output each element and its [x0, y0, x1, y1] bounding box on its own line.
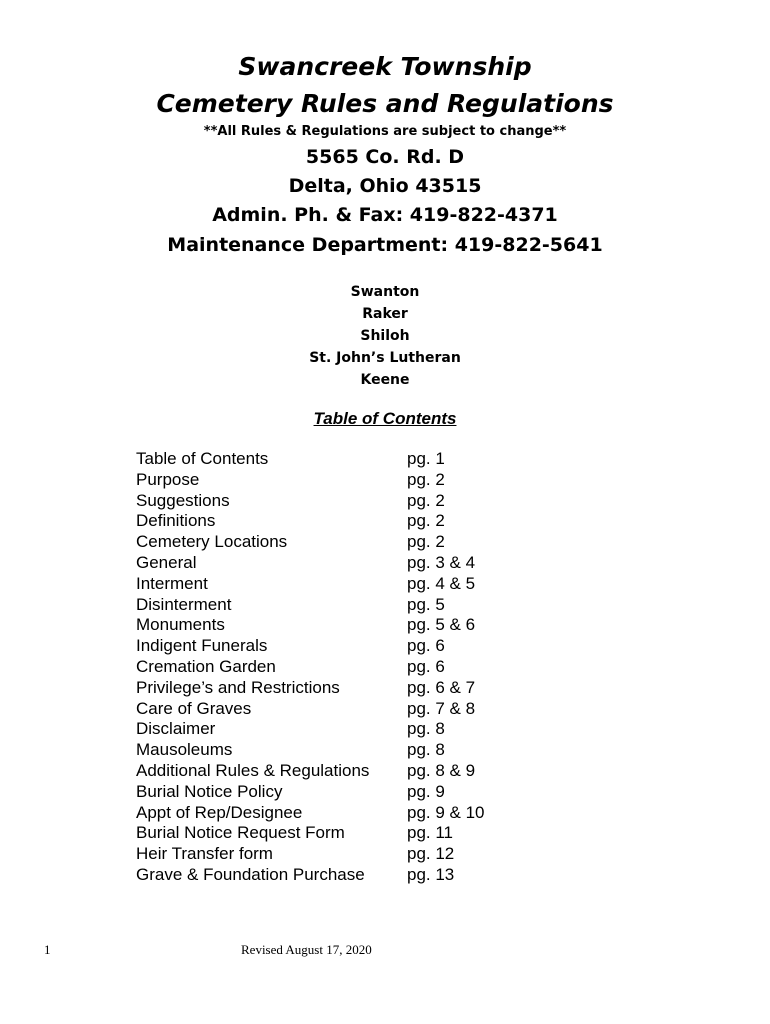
toc-entry [136, 823, 536, 844]
toc-entry [136, 491, 536, 512]
toc-entry [136, 511, 536, 532]
toc-entry-page: pg. 5 & 6 [407, 615, 476, 635]
toc-entry-label: Definitions [136, 511, 216, 531]
toc-entry-page: pg. 3 & 4 [407, 552, 476, 572]
cemetery-name: St. John’s Lutheran [309, 350, 461, 366]
toc-entry [136, 844, 536, 865]
cemetery-name: Shiloh [360, 328, 410, 344]
toc-entry-label: Indigent Funerals [136, 636, 268, 656]
toc-entry-label: Heir Transfer form [136, 844, 273, 864]
toc-entry-page: pg. 6 [407, 656, 445, 676]
street-address: 5565 Co. Rd. D [305, 146, 465, 168]
toc-entry [136, 761, 536, 782]
toc-entry-label: Privilege’s and Restrictions [136, 677, 340, 697]
cemetery-name: Keene [360, 372, 410, 388]
toc-entry-page: pg. 12 [407, 844, 455, 864]
toc-entry-page: pg. 8 & 9 [407, 760, 476, 780]
toc-entry-page: pg. 6 & 7 [407, 677, 476, 697]
toc-entry-label: Disinterment [136, 594, 232, 614]
toc-entry-label: Additional Rules & Regulations [136, 760, 370, 780]
toc-entry-label: Care of Graves [136, 698, 252, 718]
toc-entry [136, 719, 536, 740]
toc-entry-page: pg. 1 [407, 449, 445, 468]
toc-entry-label: Disclaimer [136, 719, 216, 739]
toc-entry-page: pg. 2 [407, 511, 445, 531]
toc-entry-label: Cremation Garden [136, 656, 276, 676]
toc-entry-label: Mausoleums [136, 740, 233, 760]
toc-entry-page: pg. 2 [407, 532, 445, 552]
toc-entry-page: pg. 9 [407, 781, 445, 801]
toc-entry-label: Cemetery Locations [136, 532, 288, 552]
admin-phone-fax: Admin. Ph. & Fax: 419-822-4371 [212, 204, 558, 226]
toc-entry-page: pg. 9 & 10 [407, 802, 485, 822]
document-title: Swancreek Township [238, 52, 532, 81]
toc-entry [136, 657, 536, 678]
toc-entry-page: pg. 5 [407, 594, 445, 614]
toc-entry [136, 865, 536, 886]
toc-entry [136, 532, 536, 553]
cemetery-name: Swanton [350, 284, 420, 300]
toc-entry-page: pg. 8 [407, 740, 445, 760]
toc-entry-page: pg. 6 [407, 636, 445, 656]
toc-entry [136, 803, 536, 824]
toc-entry [136, 678, 536, 699]
page-number: 1 [44, 942, 51, 957]
toc-entry [136, 449, 536, 470]
toc-entry-page: pg. 11 [407, 823, 454, 843]
cemetery-list [0, 281, 770, 391]
revision-date: Revised August 17, 2020 [241, 942, 372, 957]
toc-entry-label: Grave & Foundation Purchase [136, 864, 365, 884]
toc-entry-label: Purpose [136, 469, 200, 489]
document-subtitle: Cemetery Rules and Regulations [156, 89, 614, 118]
toc-entry [136, 636, 536, 657]
toc-entry-page: pg. 8 [407, 719, 445, 739]
toc-entry [136, 470, 536, 491]
toc-entry-label: Suggestions [136, 490, 230, 510]
maintenance-phone: Maintenance Department: 419-822-5641 [167, 234, 603, 256]
toc-entry-label: Table of Contents [136, 449, 269, 468]
toc-entry [136, 595, 536, 616]
toc-entry [136, 615, 536, 636]
toc-entry [136, 553, 536, 574]
toc-entry-label: Interment [136, 573, 208, 593]
cemetery-name: Raker [362, 306, 408, 322]
toc-heading: Table of Contents [313, 409, 457, 428]
toc-entry-page: pg. 2 [407, 469, 445, 489]
toc-entry-page: pg. 13 [407, 864, 455, 884]
toc-entry-page: pg. 7 & 8 [407, 698, 476, 718]
toc-entry-label: Burial Notice Policy [136, 781, 283, 801]
toc-entry [136, 740, 536, 761]
toc-entry-label: Monuments [136, 615, 225, 635]
toc-entry-page: pg. 2 [407, 490, 445, 510]
toc-entry-page: pg. 4 & 5 [407, 573, 476, 593]
change-notice: **All Rules & Regulations are subject to change** [203, 124, 567, 139]
city-state-zip: Delta, Ohio 43515 [288, 175, 482, 197]
toc-entry [136, 782, 536, 803]
toc-entry-label: Burial Notice Request Form [136, 823, 345, 843]
toc-entry-label: General [136, 552, 197, 572]
toc-entry-label: Appt of Rep/Designee [136, 802, 303, 822]
table-of-contents [136, 449, 536, 886]
toc-entry [136, 699, 536, 720]
toc-entry [136, 574, 536, 595]
